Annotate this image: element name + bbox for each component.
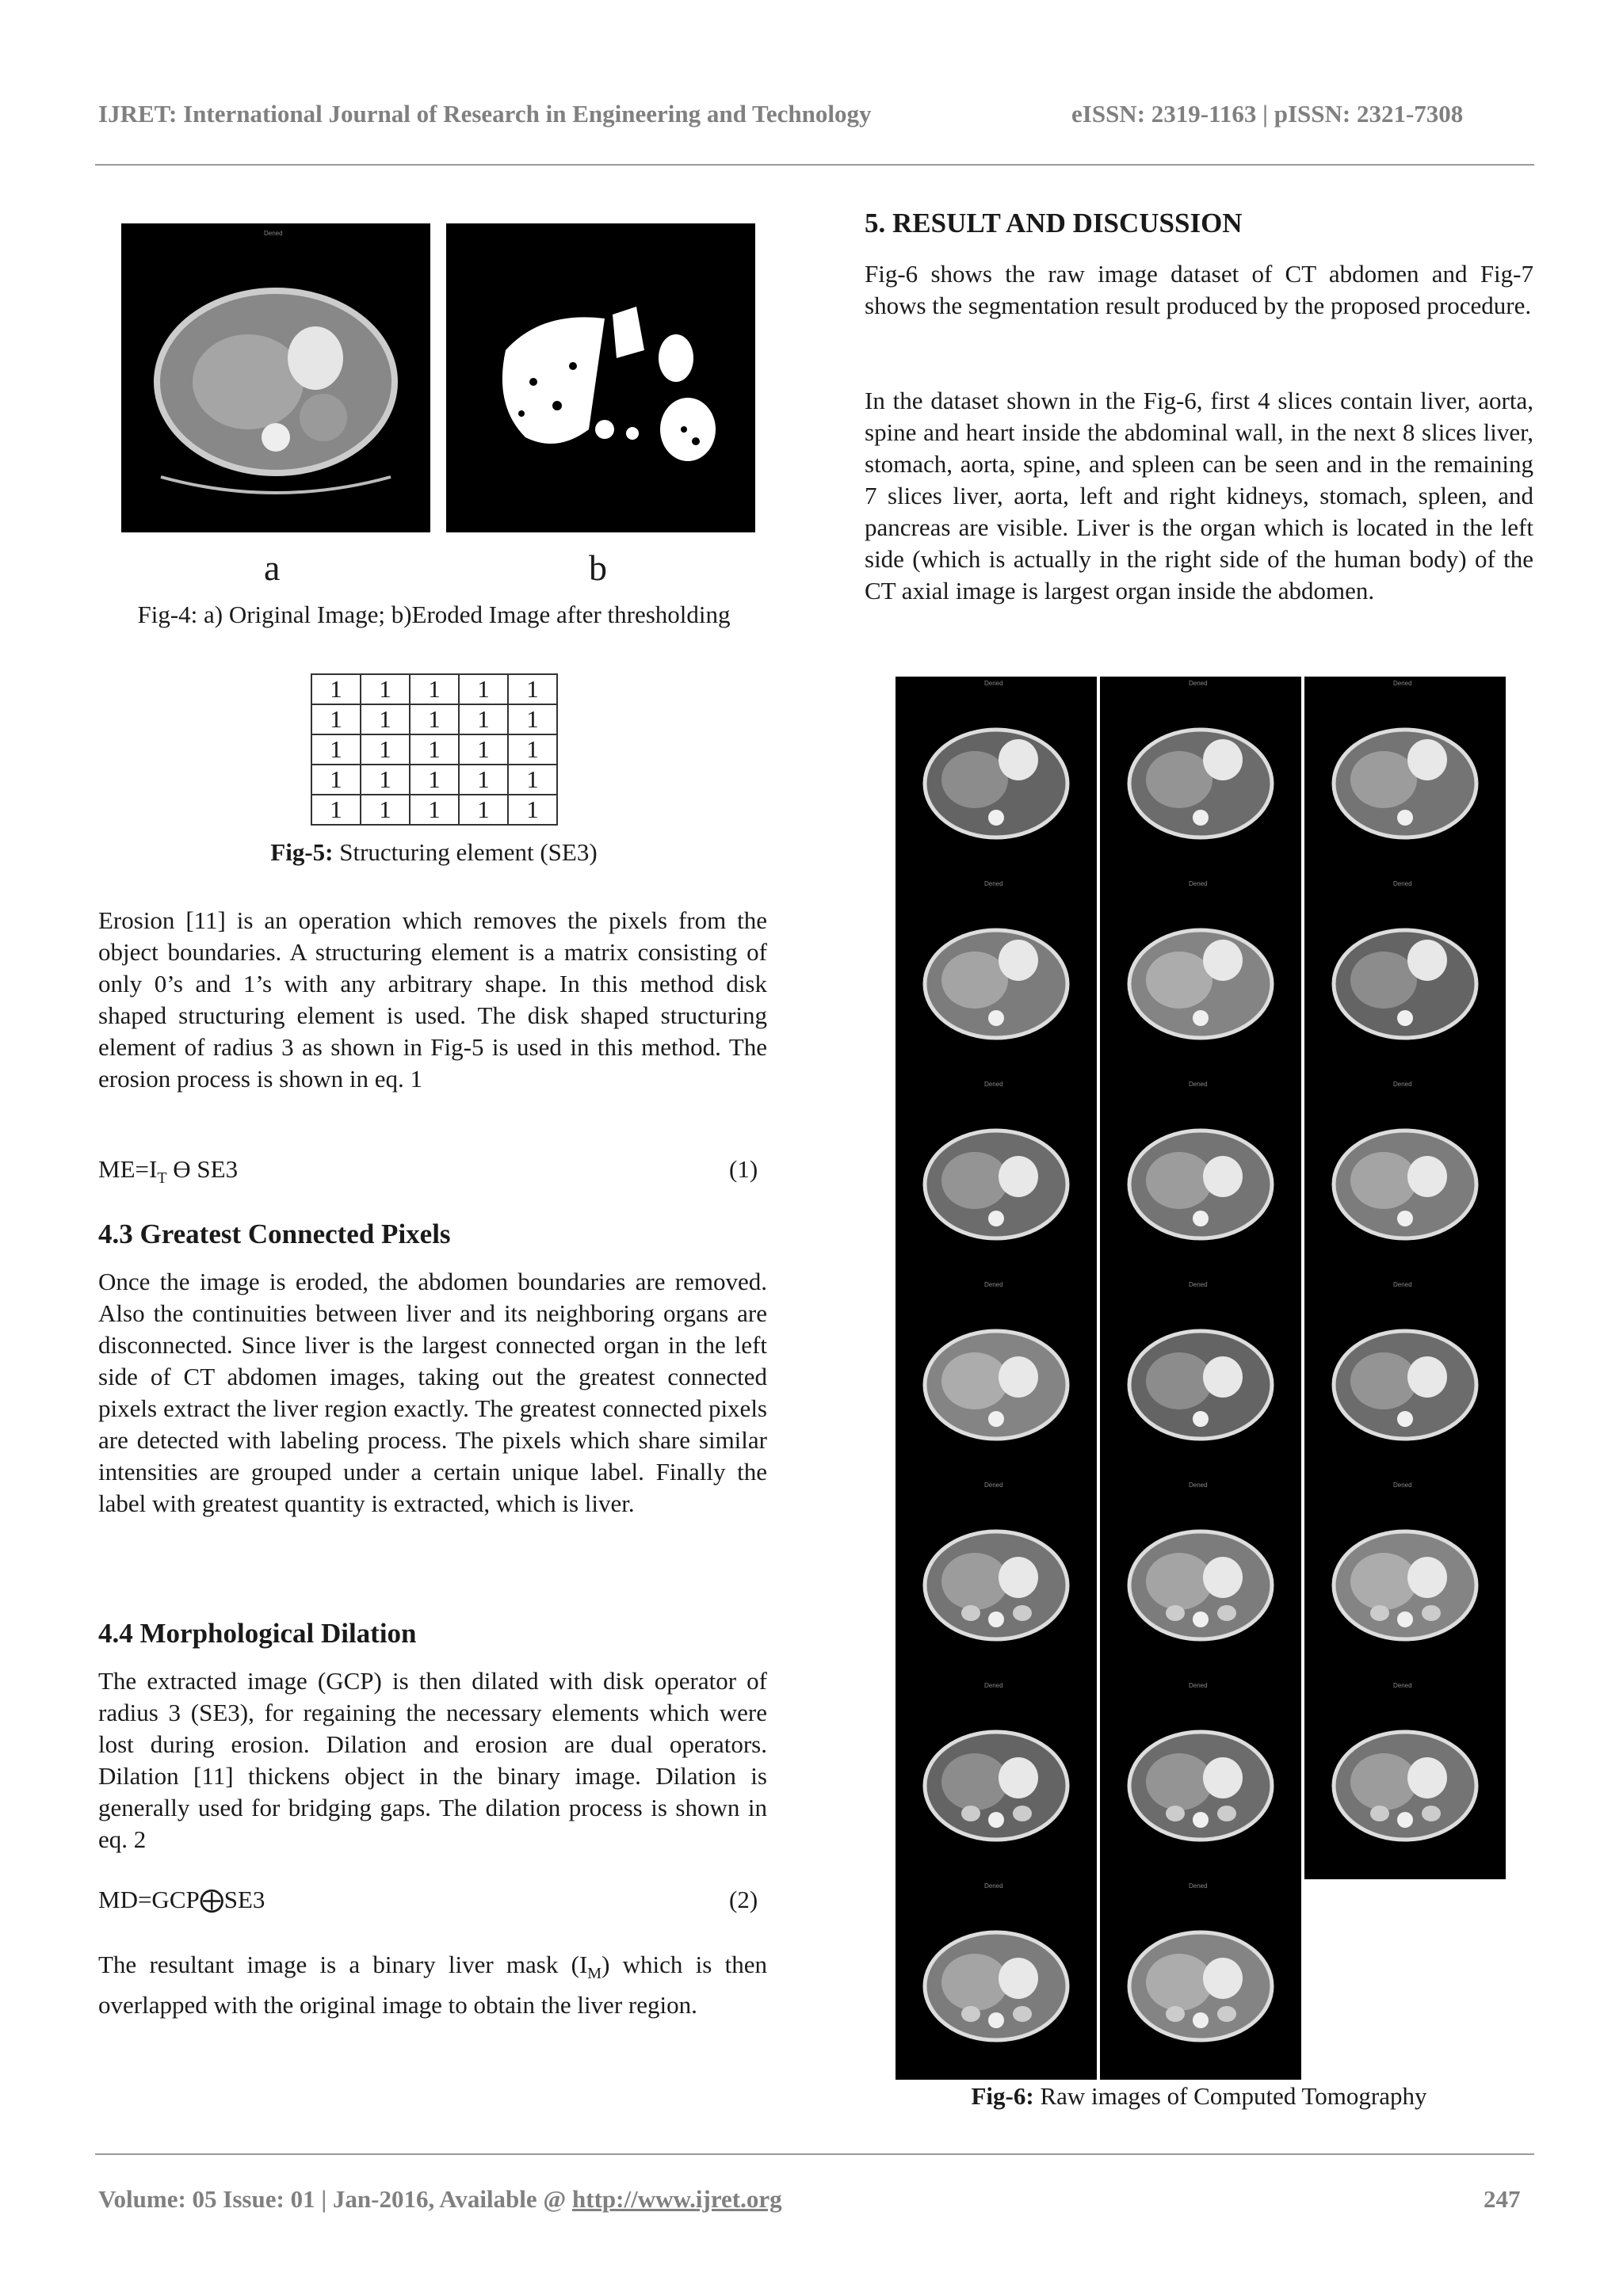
ct-slice: Dened <box>1304 1679 1506 1879</box>
section-5-heading: 5. RESULT AND DISCUSSION <box>865 208 1243 238</box>
issn: eISSN: 2319-1163 | pISSN: 2321-7308 <box>1071 100 1464 128</box>
section-4-3-paragraph: Once the image is eroded, the abdomen boundaries are removed. Also the continuities between liver and its neighboring organs are disconnected. Since liver is the largest connected organ in the left side of CT abdomen images, taking out the greatest connected pixels extract the liver region exactly. The greatest connected pixels are detected with labeling process. The pixels which share similar intensities are grouped under a certain unique label. Finally the label with greatest quantity is extracted, which is liver. <box>98 1268 767 1517</box>
ct-slice: Dened <box>1304 1478 1506 1679</box>
matrix-row: 1 1 1 1 1 <box>311 704 557 734</box>
ct-slice: Dened <box>1304 877 1506 1077</box>
fig4-label-b: b <box>589 547 607 588</box>
ct-slice: Dened <box>1304 1278 1506 1478</box>
ct-slice: Dened <box>896 1879 1097 2080</box>
footer-rule <box>95 2153 1534 2155</box>
fig4-tag: Dened <box>264 230 283 237</box>
ct-slice: Dened <box>1100 1077 1301 1278</box>
footer-volume: Volume: 05 Issue: 01 | Jan-2016, Available @ http://www.ijret.org <box>98 2185 782 2213</box>
ct-slice: Dened <box>896 877 1097 1077</box>
fig4-original-image <box>121 223 430 532</box>
fig6-caption: Fig-6: Raw images of Computed Tomography <box>971 2082 1427 2110</box>
fig4-eroded-image <box>446 223 755 532</box>
fig4-label-a: a <box>264 547 281 588</box>
section-4-3-heading: 4.3 Greatest Connected Pixels <box>98 1219 451 1249</box>
ct-slice: Dened <box>896 1077 1097 1278</box>
journal-title: IJRET: International Journal of Research in Engineering and Technology <box>98 100 872 128</box>
matrix-row: 1 1 1 1 1 <box>311 674 557 704</box>
ct-slice: Dened <box>1304 1077 1506 1278</box>
equation-2: MD=GCP⨁SE3 <box>98 1886 265 1913</box>
fig5-caption: Fig-5: Structuring element (SE3) <box>270 838 598 866</box>
journal-link[interactable]: http://www.ijret.org <box>572 2185 782 2213</box>
equation-1-number: (1) <box>729 1155 758 1183</box>
ct-slice: Dened <box>896 677 1097 877</box>
ct-slice: Dened <box>896 1278 1097 1478</box>
fig6-ct-slice-grid <box>896 677 1506 2081</box>
ct-slice: Dened <box>1100 1679 1301 1879</box>
ct-slice: Dened <box>1100 1278 1301 1478</box>
matrix-row: 1 1 1 1 1 <box>311 734 557 765</box>
equation-2-number: (2) <box>729 1886 758 1913</box>
fig4-caption: Fig-4: a) Original Image; b)Eroded Image after thresholding <box>137 601 731 628</box>
ct-slice: Dened <box>1304 677 1506 877</box>
erosion-paragraph: Erosion [11] is an operation which removes the pixels from the object boundaries. A structuring element is a matrix consisting of only 0’s and 1’s with any arbitrary shape. In this method disk shaped structuring element is used. The disk shaped structuring element of radius 3 as shown in Fig-5 is used in this method. The erosion process is shown in eq. 1 <box>98 906 767 1093</box>
page-number: 247 <box>1484 2185 1521 2213</box>
ct-slice: Dened <box>896 1679 1097 1879</box>
header-rule <box>95 164 1534 166</box>
ct-slice: Dened <box>896 1478 1097 1679</box>
matrix-row: 1 1 1 1 1 <box>311 795 557 825</box>
equation-1: $ME=I_T$ Ө SE3 <box>98 1155 239 1188</box>
ct-scan-original <box>121 223 430 532</box>
ct-scan-eroded <box>446 223 755 532</box>
matrix-row: 1 1 1 1 1 <box>311 765 557 795</box>
results-paragraph-1: Fig-6 shows the raw image dataset of CT abdomen and Fig-7 shows the segmentation result produced by the proposed procedure. <box>865 260 1533 319</box>
final-paragraph: The resultant image is a binary liver mask $(I_M)$ which is then overlapped with the original image to obtain the liver region. <box>98 1951 767 2019</box>
section-4-4-paragraph: The extracted image (GCP) is then dilated with disk operator of radius 3 (SE3), for regaining the necessary elements which were lost during erosion. Dilation and erosion are dual operators. Dilation [11] thickens object in the binary image. Dilation is generally used for bridging gaps. The dilation process is shown in eq. 2 <box>98 1667 767 1853</box>
ct-slice: Dened <box>1100 677 1301 877</box>
ct-slice: Dened <box>1100 1879 1301 2080</box>
ct-slice: Dened <box>1100 1478 1301 1679</box>
ct-slice: Dened <box>1100 877 1301 1077</box>
section-4-4-heading: 4.4 Morphological Dilation <box>98 1618 417 1649</box>
structuring-element-matrix <box>311 673 558 826</box>
results-paragraph-2: In the dataset shown in the Fig-6, first 4 slices contain liver, aorta, spine and heart inside the abdominal wall, in the next 8 slices liver, stomach, aorta, spine, and spleen can be seen and in the remaining 7 slices liver, aorta, left and right kidneys, stomach, spleen, and pancreas are visible. Liver is the organ which is located in the left side (which is actually in the right side of the human body) of the CT axial image is largest organ inside the abdomen. <box>865 387 1533 605</box>
